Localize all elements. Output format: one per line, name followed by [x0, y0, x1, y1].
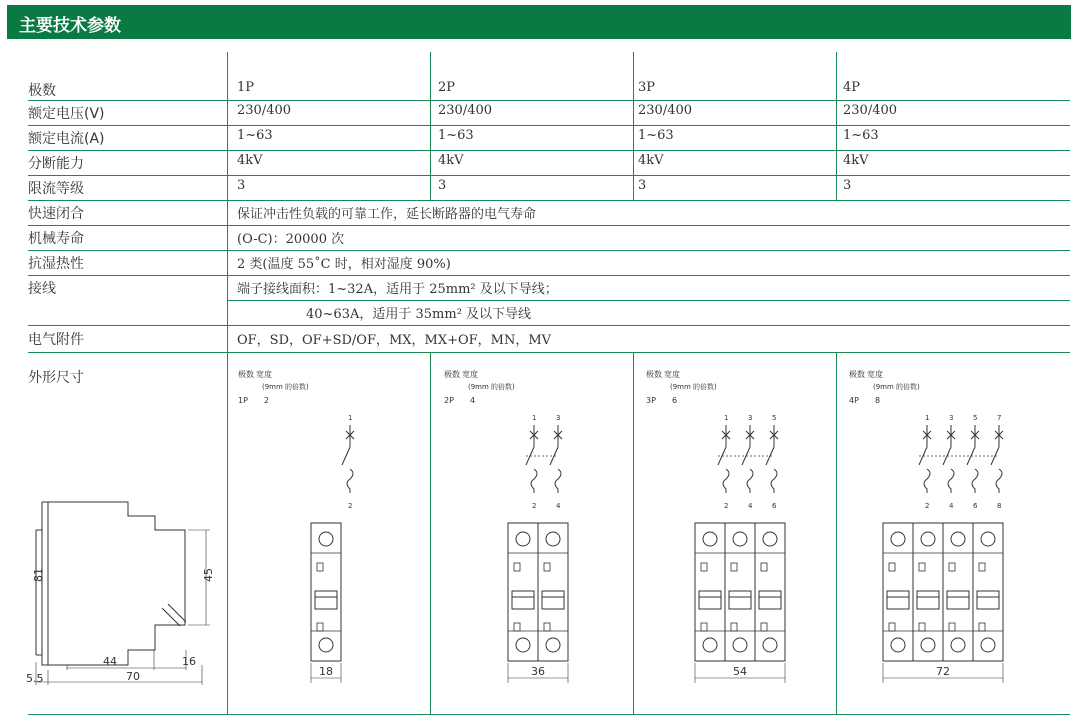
terminal-label: 8 [997, 502, 1002, 510]
divider [227, 52, 228, 352]
variant-poles: 4P [849, 396, 859, 405]
schematic-trip [996, 469, 1002, 493]
divider [836, 52, 837, 200]
cell: 4P [843, 80, 861, 95]
schematic-trip [347, 469, 353, 493]
terminal-label: 5 [973, 414, 978, 422]
width-label: 宽度 [867, 370, 883, 379]
variant-drawing-4p [843, 365, 1043, 705]
cell: 3P [638, 80, 656, 95]
section-title: 主要技术参数 [19, 16, 121, 36]
variant-modules: 2 [264, 396, 270, 405]
dim-81: 81 [32, 568, 45, 582]
width-dimension: 54 [733, 665, 747, 678]
table-row [28, 150, 1070, 176]
width-dimension: 36 [531, 665, 545, 678]
span-cell: 端子接线面积：1~32A，适用于 25mm² 及以下导线； [237, 282, 558, 297]
row-label: 接线 [28, 281, 56, 297]
terminal-label: 2 [348, 502, 353, 510]
cell: 4kV [638, 153, 664, 168]
cell: 3 [638, 178, 647, 193]
terminal-label: 6 [973, 502, 978, 510]
schematic-trip [972, 469, 978, 493]
terminal-label: 1 [532, 414, 537, 422]
table-row [28, 100, 1070, 126]
divider [633, 52, 634, 200]
span-cell: 2 类(温度 55˚C 时，相对湿度 90%) [237, 257, 451, 272]
row-label: 极数 [28, 83, 56, 99]
variant-poles: 2P [444, 396, 454, 405]
poles-label: 极数 [444, 370, 460, 379]
schematic-trip [723, 469, 729, 493]
dim-45: 45 [202, 568, 215, 582]
schematic-trip [555, 469, 561, 493]
dimension-label: 外形尺寸 [28, 370, 84, 386]
width-dimension: 72 [936, 665, 950, 678]
variant-drawing-3p [640, 365, 840, 705]
row-label: 分断能力 [28, 156, 84, 172]
cell: 4kV [843, 153, 869, 168]
schematic-trip [747, 469, 753, 493]
breaker-body [695, 523, 785, 661]
schematic-trip [771, 469, 777, 493]
dim-44: 44 [103, 655, 117, 668]
row-label: 限流等级 [28, 181, 84, 197]
section-header [7, 5, 1071, 39]
cell: 3 [237, 178, 246, 193]
dim-5-5: 5.5 [26, 672, 44, 685]
table-row [28, 52, 1070, 101]
divider [227, 353, 228, 715]
schematic-trip [924, 469, 930, 493]
span-cell: 保证冲击性负载的可靠工作，延长断路器的电气寿命 [237, 207, 537, 222]
poles-label: 极数 [646, 370, 662, 379]
terminal-label: 7 [997, 414, 1002, 422]
table-row [28, 125, 1070, 151]
width-note: (9mm 的倍数) [468, 383, 515, 391]
terminal-label: 1 [348, 414, 353, 422]
divider [28, 714, 1070, 715]
width-note: (9mm 的倍数) [262, 383, 309, 391]
terminal-label: 1 [724, 414, 729, 422]
span-cell: 40~63A，适用于 35mm² 及以下导线 [306, 307, 532, 322]
cell: 230/400 [438, 103, 493, 118]
table-row [28, 200, 1070, 226]
schematic-trip [948, 469, 954, 493]
row-label: 额定电流(A) [28, 131, 105, 147]
variant-modules: 6 [672, 396, 678, 405]
divider [227, 300, 1070, 301]
row-label: 电气附件 [28, 332, 84, 348]
width-label: 宽度 [462, 370, 478, 379]
cell: 230/400 [237, 103, 292, 118]
terminal-label: 2 [724, 502, 729, 510]
terminal-label: 3 [556, 414, 561, 422]
row-label: 抗湿热性 [28, 256, 84, 272]
schematic-trip [531, 469, 537, 493]
variant-modules: 8 [875, 396, 881, 405]
cell: 3 [843, 178, 852, 193]
dim-70: 70 [126, 670, 140, 683]
cell: 4kV [237, 153, 263, 168]
poles-label: 极数 [849, 370, 865, 379]
variant-drawing-1p [232, 365, 432, 705]
table-row [28, 225, 1070, 251]
cell: 1~63 [237, 128, 273, 143]
cell: 3 [438, 178, 447, 193]
cell: 230/400 [638, 103, 693, 118]
cell: 1P [237, 80, 255, 95]
terminal-label: 3 [748, 414, 753, 422]
terminal-label: 2 [925, 502, 930, 510]
variant-drawing-2p [438, 365, 638, 705]
terminal-label: 3 [949, 414, 954, 422]
cell: 4kV [438, 153, 464, 168]
cell: 1~63 [438, 128, 474, 143]
terminal-label: 1 [925, 414, 930, 422]
row-label: 额定电压(V) [28, 106, 105, 122]
cell: 1~63 [638, 128, 674, 143]
terminal-label: 5 [772, 414, 777, 422]
width-note: (9mm 的倍数) [873, 383, 920, 391]
width-label: 宽度 [664, 370, 680, 379]
terminal-label: 4 [748, 502, 753, 510]
cell: 230/400 [843, 103, 898, 118]
cell: 2P [438, 80, 456, 95]
divider [430, 52, 431, 200]
width-note: (9mm 的倍数) [670, 383, 717, 391]
row-label: 机械寿命 [28, 231, 84, 247]
width-label: 宽度 [256, 370, 272, 379]
dim-16: 16 [182, 655, 196, 668]
poles-label: 极数 [238, 370, 254, 379]
table-row [28, 325, 1070, 353]
variant-modules: 4 [470, 396, 476, 405]
cell: 1~63 [843, 128, 879, 143]
side-view-drawing [20, 490, 225, 690]
terminal-label: 2 [532, 502, 537, 510]
table-row [28, 250, 1070, 276]
width-dimension: 18 [319, 665, 333, 678]
table-row [28, 175, 1070, 201]
terminal-label: 6 [772, 502, 777, 510]
span-cell: (O-C)：20000 次 [237, 232, 345, 247]
terminal-label: 4 [556, 502, 561, 510]
terminal-label: 4 [949, 502, 954, 510]
span-cell: OF，SD，OF+SD/OF，MX，MX+OF，MN，MV [237, 333, 552, 348]
variant-poles: 3P [646, 396, 656, 405]
variant-poles: 1P [238, 396, 248, 405]
row-label: 快速闭合 [28, 206, 84, 222]
schematic-switch [342, 447, 350, 465]
